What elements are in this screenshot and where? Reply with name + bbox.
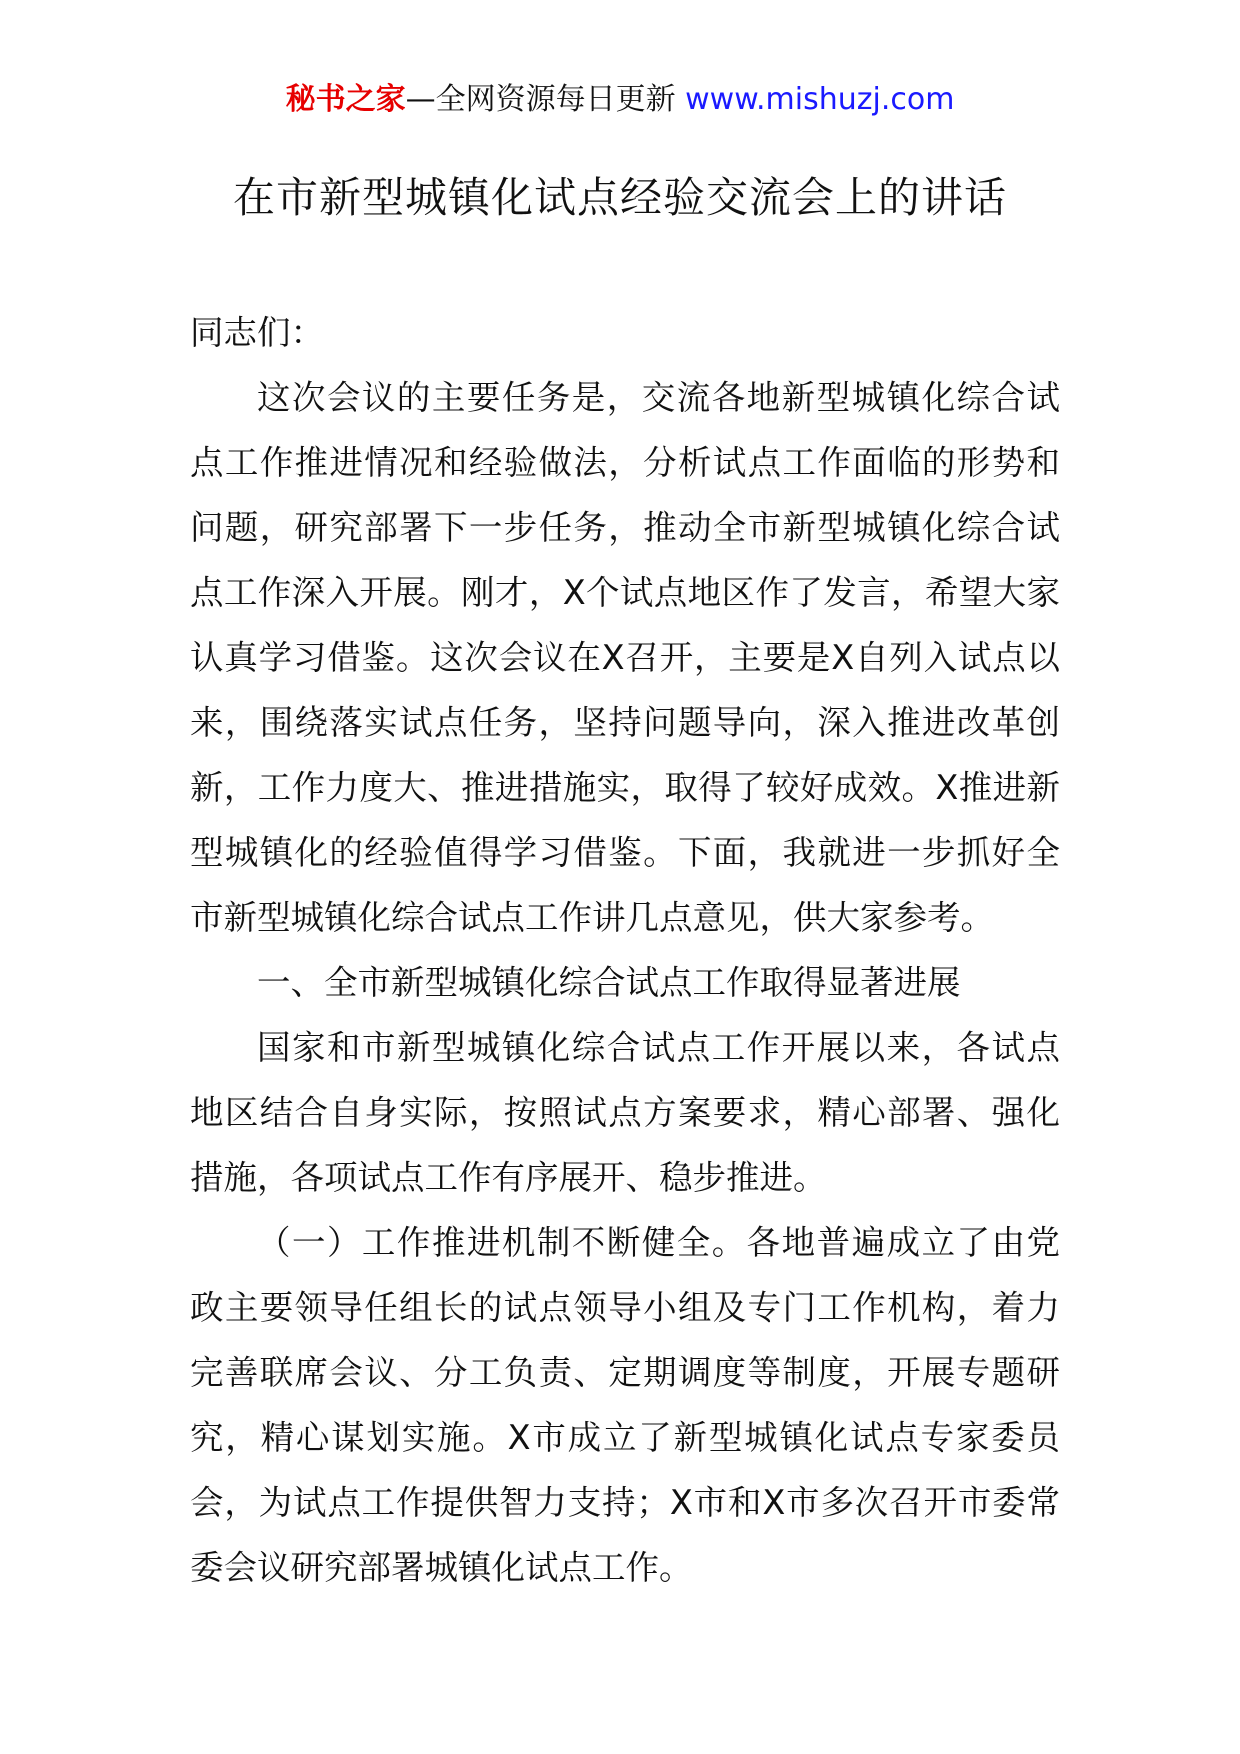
- site-url-link[interactable]: www.mishuzj.com: [685, 82, 955, 117]
- document-body: [190, 300, 1060, 1600]
- salutation: 同志们：: [190, 313, 324, 352]
- paragraph-intro: 这次会议的主要任务是，交流各地新型城镇化综合试点工作推进情况和经验做法，分析试点工作面临的形势和问题，研究部署下一步任务，推动全市新型城镇化综合试点工作深入开展。刚才，X个试点地区作了发言，希望大家认真学习借鉴。这次会议在X召开，主要是X自列入试点以来，围绕落实试点任务，坚持问题导向，深入推进改革创新，工作力度大、推进措施实，取得了较好成效。X推进新型城镇化的经验值得学习借鉴。下面，我就进一步抓好全市新型城镇化综合试点工作讲几点意见，供大家参考。: [190, 378, 1060, 937]
- document-title: 在市新型城镇化试点经验交流会上的讲话: [232, 173, 1007, 222]
- site-name: 秘书之家: [285, 82, 406, 117]
- section-heading-1: 一、全市新型城镇化综合试点工作取得显著进展: [257, 963, 961, 1002]
- site-slogan: —全网资源每日更新: [405, 82, 676, 117]
- site-header: [0, 78, 1240, 122]
- paragraph-overview: 国家和市新型城镇化综合试点工作开展以来，各试点地区结合自身实际，按照试点方案要求，精心部署、强化措施，各项试点工作有序展开、稳步推进。: [190, 1028, 1060, 1197]
- paragraph-mechanism: （一）工作推进机制不断健全。各地普遍成立了由党政主要领导任组长的试点领导小组及专门工作机构，着力完善联席会议、分工负责、定期调度等制度，开展专题研究，精心谋划实施。X市成立了新型城镇化试点专家委员会，为试点工作提供智力支持；X市和X市多次召开市委常委会议研究部署城镇化试点工作。: [190, 1223, 1060, 1587]
